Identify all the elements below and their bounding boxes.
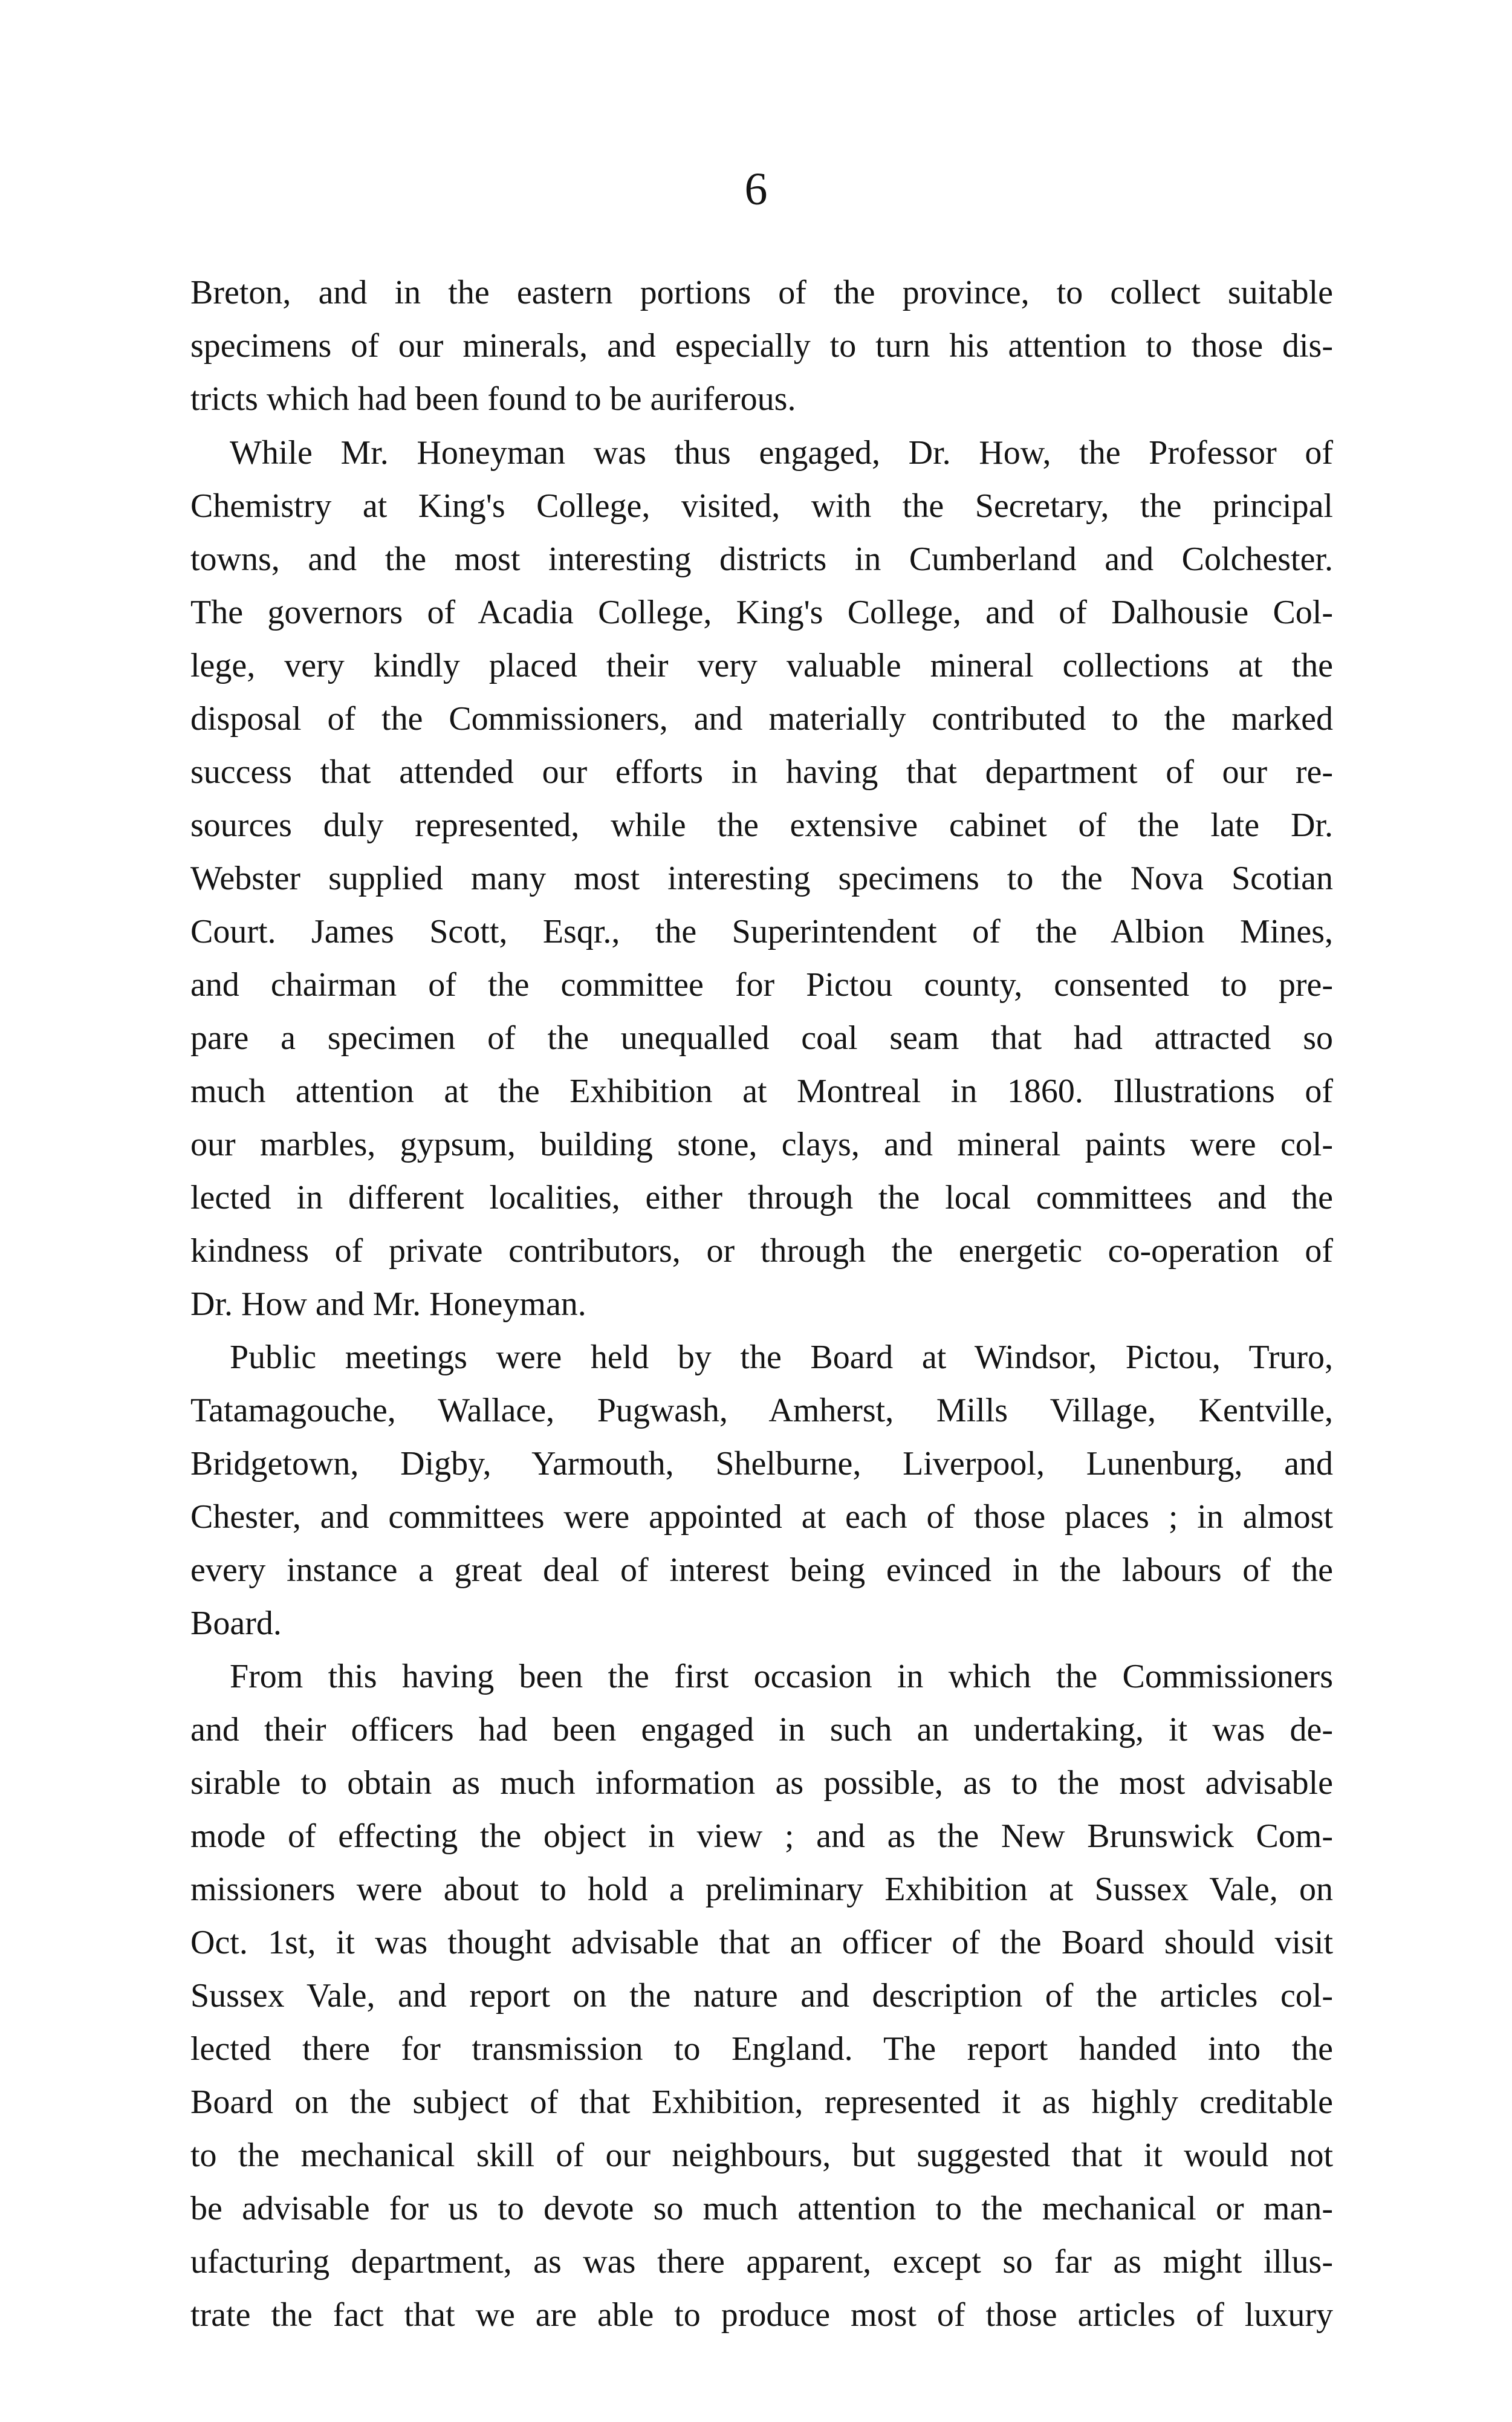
text-line: Board on the subject of that Exhibition, represented it as highly creditable xyxy=(190,2083,1333,2121)
text-line: lected in different localities, either through the local committees and the xyxy=(190,1179,1333,1216)
text-line: Tatamagouche, Wallace, Pugwash, Amherst, Mills Village, Kentville, xyxy=(190,1392,1333,1429)
text-line: Webster supplied many most interesting specimens to the Nova Scotian xyxy=(190,860,1333,897)
text-line: Board. xyxy=(190,1605,282,1642)
text-line: towns, and the most interesting districts in Cumberland and Colchester. xyxy=(190,541,1333,578)
text-line: much attention at the Exhibition at Montreal in 1860. Illustrations of xyxy=(190,1073,1333,1110)
text-line: our marbles, gypsum, building stone, clays, and mineral paints were col- xyxy=(190,1126,1333,1163)
text-line: be advisable for us to devote so much attention to the mechanical or man- xyxy=(190,2190,1333,2227)
page-number: 6 xyxy=(744,164,768,215)
text-line: every instance a great deal of interest being evinced in the labours of the xyxy=(190,1551,1333,1589)
text-line: ufacturing department, as was there apparent, except so far as might illus- xyxy=(190,2243,1333,2281)
text-line: tricts which had been found to be auriferous. xyxy=(190,380,796,418)
text-line: to the mechanical skill of our neighbours, but suggested that it would not xyxy=(190,2137,1333,2174)
text-line: missioners were about to hold a preliminary Exhibition at Sussex Vale, on xyxy=(190,1871,1333,1908)
text-line: disposal of the Commissioners, and materially contributed to the marked xyxy=(190,700,1333,738)
text-line: lege, very kindly placed their very valuable mineral collections at the xyxy=(190,647,1333,684)
text-line: sirable to obtain as much information as possible, as to the most advisable xyxy=(190,1764,1333,1802)
text-line: Breton, and in the eastern portions of the province, to collect suitable xyxy=(190,274,1333,311)
text-line: and chairman of the committee for Pictou county, consented to pre- xyxy=(190,966,1333,1004)
text-line: trate the fact that we are able to produce most of those articles of luxury xyxy=(190,2296,1333,2334)
text-line: success that attended our efforts in having that department of our re- xyxy=(190,753,1333,791)
text-line: While Mr. Honeyman was thus engaged, Dr. How, the Professor of xyxy=(230,434,1333,472)
text-line: Chester, and committees were appointed at each of those places ; in almost xyxy=(190,1498,1333,1536)
text-line: specimens of our minerals, and especially to turn his attention to those dis- xyxy=(190,327,1333,365)
text-line: Dr. How and Mr. Honeyman. xyxy=(190,1285,586,1323)
text-line: The governors of Acadia College, King's College, and of Dalhousie Col- xyxy=(190,594,1333,631)
text-line: Chemistry at King's College, visited, with the Secretary, the principal xyxy=(190,487,1333,525)
text-line: From this having been the first occasion in which the Commissioners xyxy=(230,1658,1333,1695)
text-line: mode of effecting the object in view ; and as the New Brunswick Com- xyxy=(190,1817,1333,1855)
text-line: Court. James Scott, Esqr., the Superintendent of the Albion Mines, xyxy=(190,913,1333,950)
text-line: lected there for transmission to England. The report handed into the xyxy=(190,2030,1333,2068)
text-line: Sussex Vale, and report on the nature and description of the articles col- xyxy=(190,1977,1333,2015)
text-line: Public meetings were held by the Board at Windsor, Pictou, Truro, xyxy=(230,1339,1333,1376)
text-line: and their officers had been engaged in such an undertaking, it was de- xyxy=(190,1711,1333,1748)
text-line: sources duly represented, while the extensive cabinet of the late Dr. xyxy=(190,807,1333,844)
text-line: Oct. 1st, it was thought advisable that an officer of the Board should visit xyxy=(190,1924,1333,1961)
text-line: kindness of private contributors, or through the energetic co-operation of xyxy=(190,1232,1333,1270)
text-line: pare a specimen of the unequalled coal seam that had attracted so xyxy=(190,1019,1333,1057)
text-line: Bridgetown, Digby, Yarmouth, Shelburne, Liverpool, Lunenburg, and xyxy=(190,1445,1333,1482)
